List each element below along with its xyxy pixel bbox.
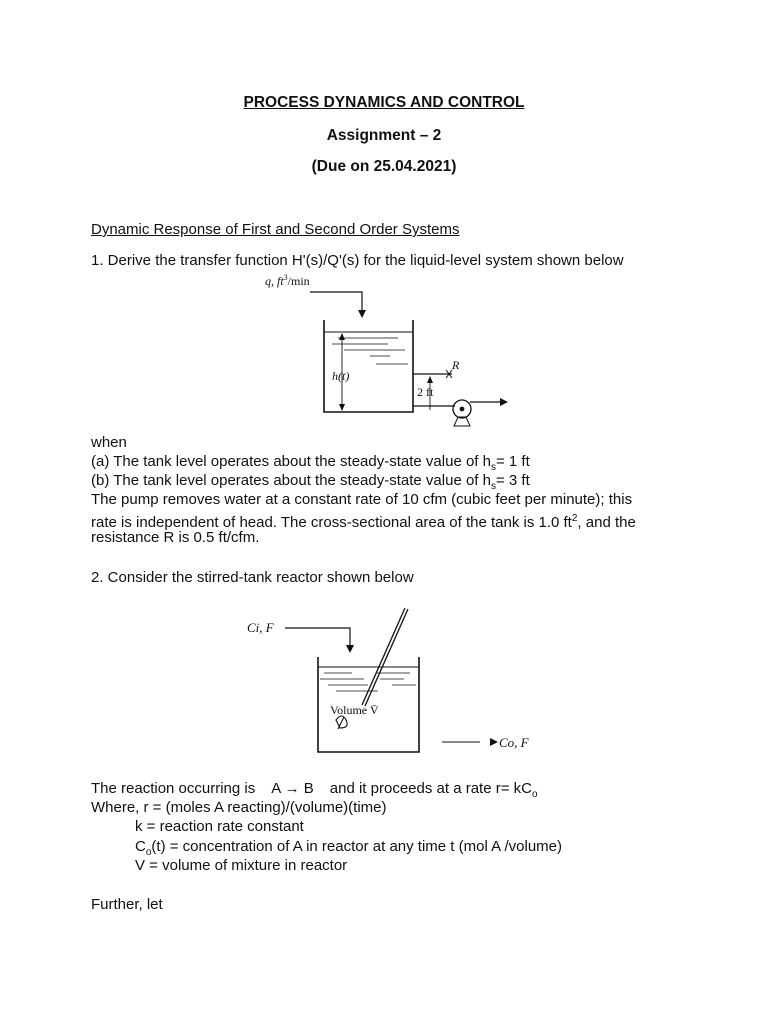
reactor-figure — [280, 605, 480, 755]
inlet-arrow — [285, 628, 350, 647]
due-date: (Due on 25.04.2021) — [311, 158, 457, 175]
liquid-level-figure — [310, 282, 520, 437]
resistance-label: R — [452, 358, 460, 372]
level-label: h(t) — [332, 369, 350, 383]
tank-walls — [324, 320, 413, 412]
volume-label: Volume V̄ — [330, 703, 379, 717]
q1-body-line-3: resistance R is 0.5 ft/cfm. — [91, 529, 260, 546]
stirrer-shaft — [362, 608, 405, 705]
reaction-line: The reaction occurring is A → B and it proceeds at a rate $r= kC_o$ — [91, 780, 538, 800]
assignment-number: Assignment – 2 — [326, 127, 442, 144]
case-b: (b) The tank level operates about the steady-state value of $h_s= 3$ ft — [91, 472, 530, 492]
inlet-label: Ci, F — [247, 620, 274, 635]
where-line: Where, r = (moles A reacting)/(volume)(time) — [91, 799, 387, 816]
further-text: Further, let — [91, 896, 163, 913]
section-heading: Dynamic Response of First and Second Order Systems — [91, 221, 460, 238]
height-label: 2 ft — [417, 385, 434, 399]
outlet-label: Co, F — [499, 735, 529, 750]
inflow-arrow — [310, 292, 362, 312]
reaction-equation: A → B — [271, 780, 314, 797]
document-title: PROCESS DYNAMICS AND CONTROL — [243, 94, 525, 111]
outlet-arrowhead — [470, 737, 500, 747]
case-a: (a) The tank level operates about the steady-state value of $h_s= 1$ ft — [91, 453, 530, 473]
q1-prompt: 1. Derive the transfer function H'(s)/Q'(s) for the liquid-level system shown below — [91, 252, 624, 269]
definition-c: $C_o(t)$ = concentration of A in reactor at any time t (mol A /volume) — [135, 838, 563, 858]
q2-prompt: 2. Consider the stirred-tank reactor shown below — [91, 569, 414, 586]
q1-body-line-2: rate is independent of head. The cross-sectional area of the tank is 1.0 $ft^2$, and the — [91, 513, 636, 531]
when-text: when — [91, 434, 127, 451]
inflow-arrowhead — [358, 310, 366, 318]
q1-body-line-1: The pump removes water at a constant rate of 10 cfm (cubic feet per minute); this — [91, 491, 633, 508]
definition-k: k = reaction rate constant — [135, 818, 304, 835]
inflow-label: q, $ft^3/\min$ — [265, 273, 310, 288]
definition-v: V = volume of mixture in reactor — [135, 857, 348, 874]
